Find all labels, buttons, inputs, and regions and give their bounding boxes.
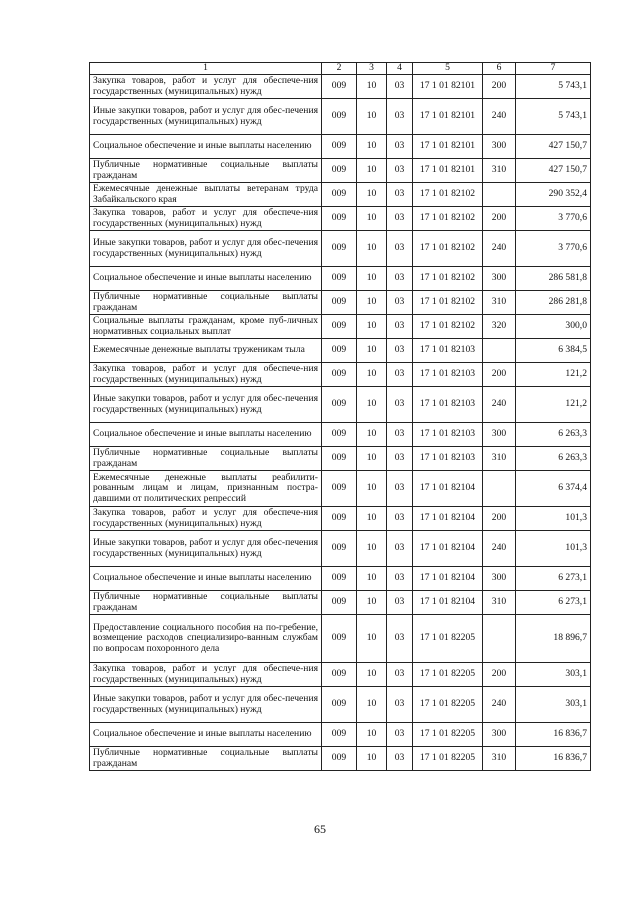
- header-col-5: 5: [413, 63, 483, 75]
- row-admin-code-cell: 009: [322, 531, 357, 567]
- table-row: [90, 315, 591, 339]
- row-amount-cell: 6 263,3: [516, 447, 591, 471]
- row-admin-code-cell: 009: [322, 339, 357, 363]
- table-row: [90, 567, 591, 591]
- row-subsection-cell: 03: [387, 471, 413, 507]
- row-section-cell: 10: [357, 567, 387, 591]
- page-number: 65: [314, 822, 326, 836]
- row-subsection-cell: 03: [387, 159, 413, 183]
- table-row: [90, 207, 591, 231]
- table-row: [90, 423, 591, 447]
- row-expense-type-cell: 310: [483, 159, 516, 183]
- row-amount-cell: 121,2: [516, 363, 591, 387]
- table-row: [90, 387, 591, 423]
- row-subsection-cell: 03: [387, 207, 413, 231]
- row-expense-type-cell: 310: [483, 747, 516, 771]
- row-name-cell: Ежемесячные денежные выплаты труженикам тыла: [90, 339, 322, 363]
- row-target-article-cell: 17 1 01 82103: [413, 447, 483, 471]
- row-expense-type-cell: 310: [483, 291, 516, 315]
- table-row: [90, 471, 591, 507]
- row-amount-cell: 3 770,6: [516, 207, 591, 231]
- row-admin-code-cell: 009: [322, 591, 357, 615]
- row-expense-type-cell: 240: [483, 99, 516, 135]
- row-expense-type-cell: [483, 471, 516, 507]
- row-subsection-cell: 03: [387, 507, 413, 531]
- row-amount-cell: 6 273,1: [516, 591, 591, 615]
- table-row: [90, 687, 591, 723]
- row-expense-type-cell: 300: [483, 267, 516, 291]
- row-name-cell: Публичные нормативные социальные выплаты гражданам: [90, 591, 322, 615]
- row-target-article-cell: 17 1 01 82101: [413, 99, 483, 135]
- row-section-cell: 10: [357, 291, 387, 315]
- row-subsection-cell: 03: [387, 75, 413, 99]
- row-subsection-cell: 03: [387, 531, 413, 567]
- row-subsection-cell: 03: [387, 99, 413, 135]
- row-name-cell: Иные закупки товаров, работ и услуг для обес-печения государственных (муниципальных) нужд: [90, 687, 322, 723]
- header-col-1: 1: [90, 63, 322, 75]
- row-admin-code-cell: 009: [322, 423, 357, 447]
- row-section-cell: 10: [357, 231, 387, 267]
- row-section-cell: 10: [357, 507, 387, 531]
- row-amount-cell: 303,1: [516, 663, 591, 687]
- row-admin-code-cell: 009: [322, 687, 357, 723]
- row-expense-type-cell: 320: [483, 315, 516, 339]
- row-amount-cell: 6 273,1: [516, 567, 591, 591]
- row-subsection-cell: 03: [387, 183, 413, 207]
- row-name-cell: Публичные нормативные социальные выплаты гражданам: [90, 747, 322, 771]
- row-expense-type-cell: 240: [483, 231, 516, 267]
- row-section-cell: 10: [357, 615, 387, 663]
- row-admin-code-cell: 009: [322, 135, 357, 159]
- budget-table: [89, 62, 591, 771]
- row-section-cell: 10: [357, 591, 387, 615]
- row-admin-code-cell: 009: [322, 75, 357, 99]
- table-row: [90, 747, 591, 771]
- row-name-cell: Закупка товаров, работ и услуг для обеспече-ния государственных (муниципальных) нужд: [90, 507, 322, 531]
- row-section-cell: 10: [357, 159, 387, 183]
- row-amount-cell: 18 896,7: [516, 615, 591, 663]
- row-name-cell: Иные закупки товаров, работ и услуг для обес-печения государственных (муниципальных) нужд: [90, 231, 322, 267]
- row-section-cell: 10: [357, 315, 387, 339]
- row-admin-code-cell: 009: [322, 615, 357, 663]
- row-subsection-cell: 03: [387, 747, 413, 771]
- row-target-article-cell: 17 1 01 82205: [413, 723, 483, 747]
- row-target-article-cell: 17 1 01 82103: [413, 387, 483, 423]
- row-name-cell: Иные закупки товаров, работ и услуг для обес-печения государственных (муниципальных) нужд: [90, 387, 322, 423]
- table-row: [90, 723, 591, 747]
- row-target-article-cell: 17 1 01 82101: [413, 135, 483, 159]
- table-row: [90, 507, 591, 531]
- row-subsection-cell: 03: [387, 423, 413, 447]
- row-admin-code-cell: 009: [322, 231, 357, 267]
- row-subsection-cell: 03: [387, 447, 413, 471]
- table-row: [90, 291, 591, 315]
- row-admin-code-cell: 009: [322, 507, 357, 531]
- row-subsection-cell: 03: [387, 387, 413, 423]
- row-section-cell: 10: [357, 723, 387, 747]
- row-target-article-cell: 17 1 01 82103: [413, 423, 483, 447]
- row-amount-cell: 16 836,7: [516, 723, 591, 747]
- header-row: [90, 63, 591, 75]
- row-expense-type-cell: 200: [483, 75, 516, 99]
- row-amount-cell: 16 836,7: [516, 747, 591, 771]
- row-target-article-cell: 17 1 01 82104: [413, 507, 483, 531]
- row-expense-type-cell: [483, 339, 516, 363]
- row-target-article-cell: 17 1 01 82104: [413, 531, 483, 567]
- row-amount-cell: 121,2: [516, 387, 591, 423]
- row-admin-code-cell: 009: [322, 723, 357, 747]
- row-target-article-cell: 17 1 01 82104: [413, 471, 483, 507]
- row-expense-type-cell: 240: [483, 531, 516, 567]
- row-expense-type-cell: 300: [483, 423, 516, 447]
- row-target-article-cell: 17 1 01 82104: [413, 567, 483, 591]
- row-name-cell: Социальное обеспечение и иные выплаты населению: [90, 135, 322, 159]
- header-col-6: 6: [483, 63, 516, 75]
- row-target-article-cell: 17 1 01 82101: [413, 159, 483, 183]
- row-expense-type-cell: 300: [483, 567, 516, 591]
- row-admin-code-cell: 009: [322, 471, 357, 507]
- row-target-article-cell: 17 1 01 82102: [413, 267, 483, 291]
- table-row: [90, 231, 591, 267]
- header-col-7: 7: [516, 63, 591, 75]
- row-subsection-cell: 03: [387, 363, 413, 387]
- header-col-4: 4: [387, 63, 413, 75]
- row-amount-cell: 5 743,1: [516, 99, 591, 135]
- row-subsection-cell: 03: [387, 663, 413, 687]
- row-name-cell: Предоставление социального пособия на по-гребение, возмещение расходов специализиро-ванным службам по вопросам похоронного дела: [90, 615, 322, 663]
- row-subsection-cell: 03: [387, 291, 413, 315]
- table-body: [90, 75, 591, 771]
- row-section-cell: 10: [357, 687, 387, 723]
- row-subsection-cell: 03: [387, 315, 413, 339]
- row-admin-code-cell: 009: [322, 183, 357, 207]
- row-amount-cell: 427 150,7: [516, 159, 591, 183]
- row-name-cell: Социальное обеспечение и иные выплаты населению: [90, 567, 322, 591]
- row-section-cell: 10: [357, 135, 387, 159]
- row-admin-code-cell: 009: [322, 387, 357, 423]
- row-admin-code-cell: 009: [322, 567, 357, 591]
- row-amount-cell: 427 150,7: [516, 135, 591, 159]
- row-name-cell: Закупка товаров, работ и услуг для обеспече-ния государственных (муниципальных) нужд: [90, 363, 322, 387]
- row-amount-cell: 6 374,4: [516, 471, 591, 507]
- row-admin-code-cell: 009: [322, 747, 357, 771]
- row-expense-type-cell: 310: [483, 591, 516, 615]
- header-col-2: 2: [322, 63, 357, 75]
- row-expense-type-cell: 240: [483, 387, 516, 423]
- row-expense-type-cell: 200: [483, 363, 516, 387]
- row-admin-code-cell: 009: [322, 267, 357, 291]
- row-name-cell: Закупка товаров, работ и услуг для обеспече-ния государственных (муниципальных) нужд: [90, 663, 322, 687]
- row-section-cell: 10: [357, 663, 387, 687]
- row-section-cell: 10: [357, 531, 387, 567]
- row-amount-cell: 101,3: [516, 531, 591, 567]
- row-target-article-cell: 17 1 01 82205: [413, 687, 483, 723]
- row-name-cell: Ежемесячные денежные выплаты ветеранам труда Забайкальского края: [90, 183, 322, 207]
- row-expense-type-cell: 200: [483, 207, 516, 231]
- table-row: [90, 339, 591, 363]
- row-name-cell: Социальное обеспечение и иные выплаты населению: [90, 423, 322, 447]
- row-section-cell: 10: [357, 471, 387, 507]
- row-subsection-cell: 03: [387, 267, 413, 291]
- row-subsection-cell: 03: [387, 591, 413, 615]
- table-row: [90, 99, 591, 135]
- row-name-cell: Социальное обеспечение и иные выплаты населению: [90, 723, 322, 747]
- row-target-article-cell: 17 1 01 82103: [413, 363, 483, 387]
- row-expense-type-cell: 240: [483, 687, 516, 723]
- row-name-cell: Закупка товаров, работ и услуг для обеспече-ния государственных (муниципальных) нужд: [90, 207, 322, 231]
- row-expense-type-cell: 300: [483, 723, 516, 747]
- row-target-article-cell: 17 1 01 82103: [413, 339, 483, 363]
- row-target-article-cell: 17 1 01 82102: [413, 315, 483, 339]
- row-amount-cell: 286 281,8: [516, 291, 591, 315]
- row-target-article-cell: 17 1 01 82205: [413, 747, 483, 771]
- row-name-cell: Иные закупки товаров, работ и услуг для обес-печения государственных (муниципальных) нужд: [90, 531, 322, 567]
- row-amount-cell: 6 263,3: [516, 423, 591, 447]
- row-name-cell: Публичные нормативные социальные выплаты гражданам: [90, 291, 322, 315]
- row-expense-type-cell: 200: [483, 507, 516, 531]
- row-admin-code-cell: 009: [322, 663, 357, 687]
- table-row: [90, 159, 591, 183]
- row-amount-cell: 101,3: [516, 507, 591, 531]
- row-expense-type-cell: 300: [483, 135, 516, 159]
- row-target-article-cell: 17 1 01 82102: [413, 231, 483, 267]
- row-amount-cell: 6 384,5: [516, 339, 591, 363]
- table-row: [90, 615, 591, 663]
- row-expense-type-cell: 200: [483, 663, 516, 687]
- row-admin-code-cell: 009: [322, 447, 357, 471]
- row-name-cell: Закупка товаров, работ и услуг для обеспече-ния государственных (муниципальных) нужд: [90, 75, 322, 99]
- row-expense-type-cell: [483, 183, 516, 207]
- row-section-cell: 10: [357, 207, 387, 231]
- row-name-cell: Ежемесячные денежные выплаты реабилити-рованным лицам и лицам, признанным постра-давшими от политических репрессий: [90, 471, 322, 507]
- header-col-3: 3: [357, 63, 387, 75]
- row-admin-code-cell: 009: [322, 315, 357, 339]
- row-target-article-cell: 17 1 01 82102: [413, 291, 483, 315]
- row-amount-cell: 3 770,6: [516, 231, 591, 267]
- row-section-cell: 10: [357, 183, 387, 207]
- row-expense-type-cell: [483, 615, 516, 663]
- row-target-article-cell: 17 1 01 82101: [413, 75, 483, 99]
- row-target-article-cell: 17 1 01 82205: [413, 663, 483, 687]
- table-row: [90, 663, 591, 687]
- table-row: [90, 447, 591, 471]
- row-name-cell: Социальное обеспечение и иные выплаты населению: [90, 267, 322, 291]
- row-target-article-cell: 17 1 01 82102: [413, 183, 483, 207]
- row-name-cell: Публичные нормативные социальные выплаты гражданам: [90, 159, 322, 183]
- row-admin-code-cell: 009: [322, 99, 357, 135]
- row-name-cell: Иные закупки товаров, работ и услуг для обес-печения государственных (муниципальных) нужд: [90, 99, 322, 135]
- row-section-cell: 10: [357, 423, 387, 447]
- row-admin-code-cell: 009: [322, 207, 357, 231]
- row-subsection-cell: 03: [387, 723, 413, 747]
- row-section-cell: 10: [357, 339, 387, 363]
- row-section-cell: 10: [357, 747, 387, 771]
- table-row: [90, 267, 591, 291]
- row-admin-code-cell: 009: [322, 159, 357, 183]
- row-amount-cell: 5 743,1: [516, 75, 591, 99]
- row-target-article-cell: 17 1 01 82102: [413, 207, 483, 231]
- row-name-cell: Социальные выплаты гражданам, кроме пуб-личных нормативных социальных выплат: [90, 315, 322, 339]
- table-header: [90, 63, 591, 75]
- row-section-cell: 10: [357, 99, 387, 135]
- table-row: [90, 75, 591, 99]
- row-section-cell: 10: [357, 75, 387, 99]
- row-amount-cell: 290 352,4: [516, 183, 591, 207]
- row-target-article-cell: 17 1 01 82205: [413, 615, 483, 663]
- table-row: [90, 183, 591, 207]
- row-section-cell: 10: [357, 387, 387, 423]
- row-name-cell: Публичные нормативные социальные выплаты гражданам: [90, 447, 322, 471]
- table-row: [90, 135, 591, 159]
- row-subsection-cell: 03: [387, 567, 413, 591]
- row-section-cell: 10: [357, 267, 387, 291]
- row-amount-cell: 303,1: [516, 687, 591, 723]
- row-section-cell: 10: [357, 447, 387, 471]
- row-subsection-cell: 03: [387, 135, 413, 159]
- row-subsection-cell: 03: [387, 339, 413, 363]
- row-admin-code-cell: 009: [322, 291, 357, 315]
- row-subsection-cell: 03: [387, 687, 413, 723]
- row-subsection-cell: 03: [387, 231, 413, 267]
- table-row: [90, 531, 591, 567]
- row-amount-cell: 300,0: [516, 315, 591, 339]
- row-subsection-cell: 03: [387, 615, 413, 663]
- table-row: [90, 363, 591, 387]
- row-target-article-cell: 17 1 01 82104: [413, 591, 483, 615]
- row-section-cell: 10: [357, 363, 387, 387]
- table-row: [90, 591, 591, 615]
- row-expense-type-cell: 310: [483, 447, 516, 471]
- row-amount-cell: 286 581,8: [516, 267, 591, 291]
- row-admin-code-cell: 009: [322, 363, 357, 387]
